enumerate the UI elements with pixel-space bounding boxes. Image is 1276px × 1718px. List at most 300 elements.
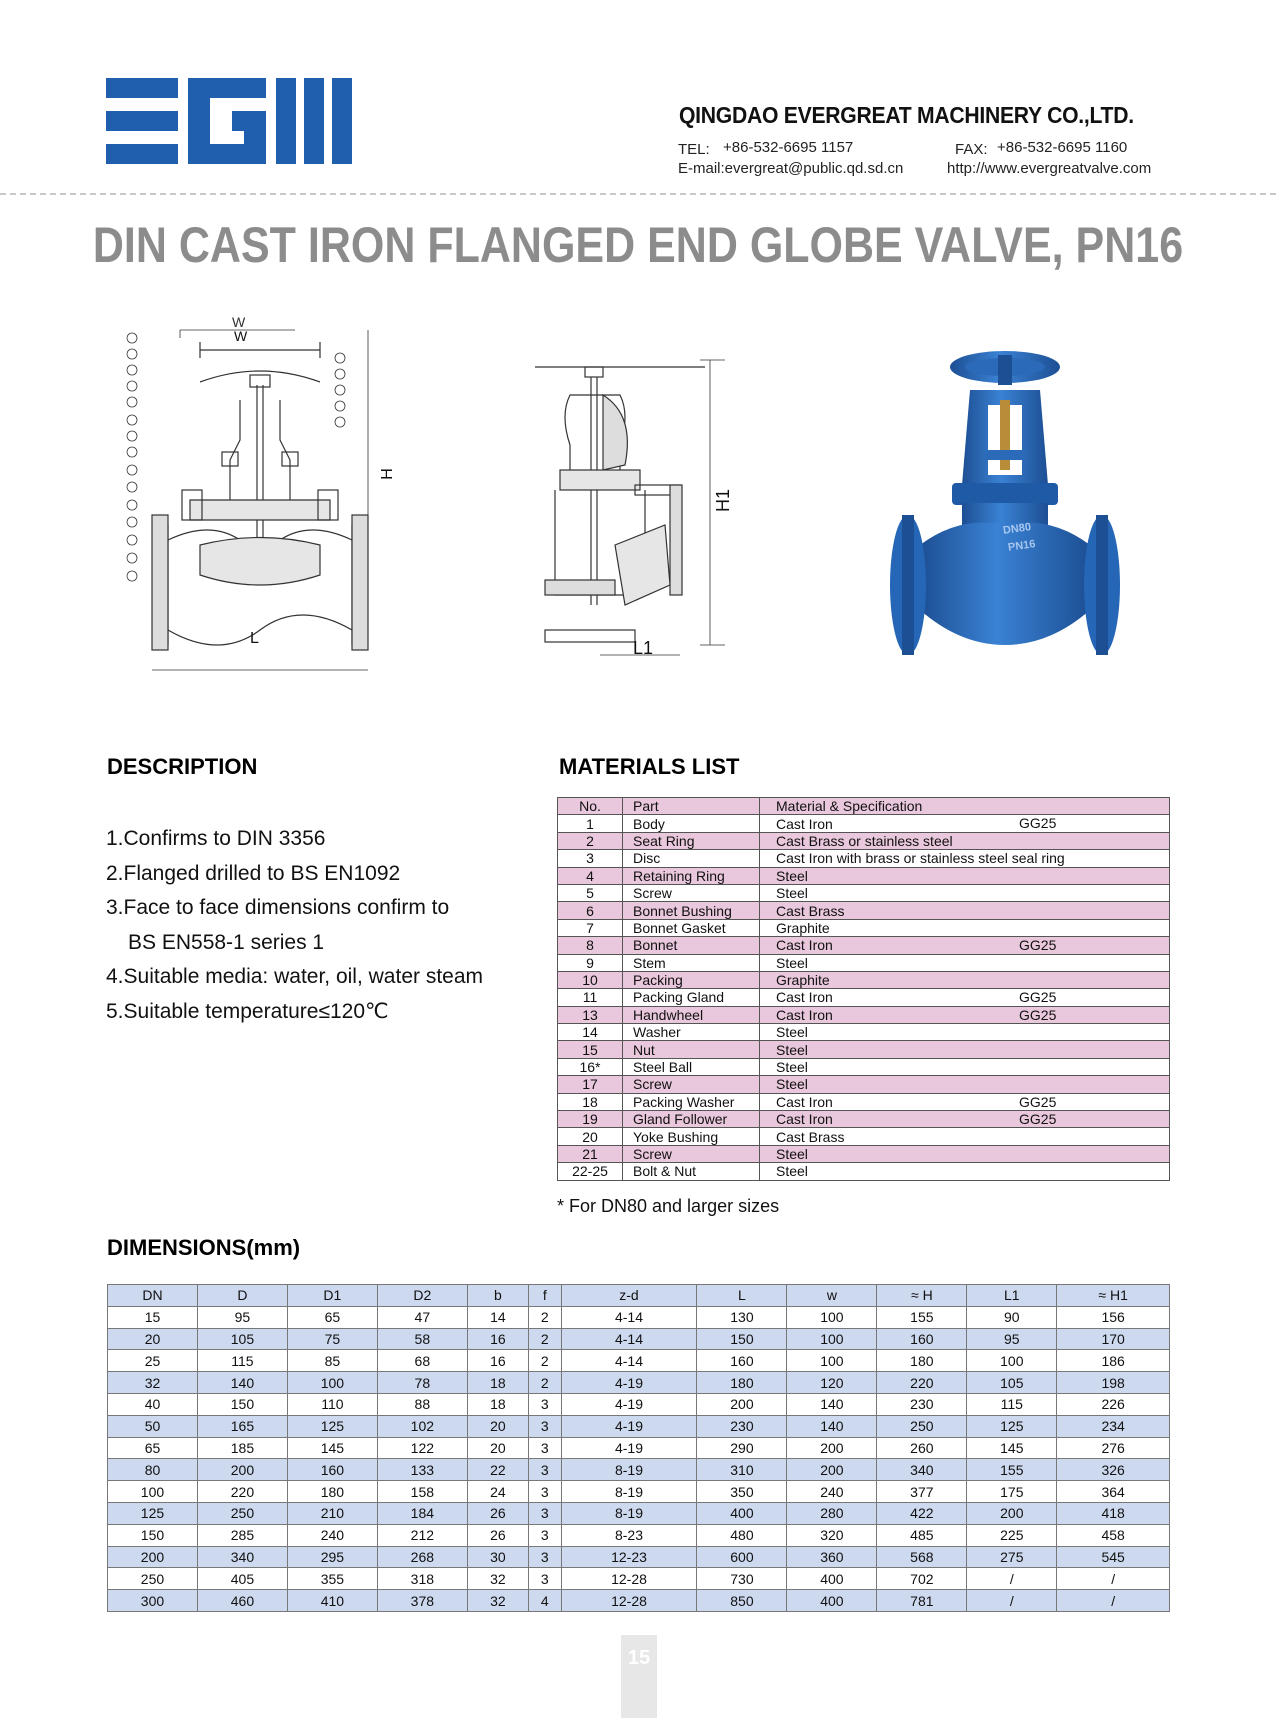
materials-spec-cell	[760, 1058, 1170, 1075]
dimension-label-l1: L1	[633, 638, 654, 658]
materials-spec-text: Graphite	[776, 919, 830, 936]
dimensions-cell: 78	[377, 1372, 467, 1394]
dimensions-cell: 250	[108, 1568, 198, 1590]
materials-row	[558, 1111, 1170, 1128]
materials-spec-cell	[760, 1076, 1170, 1093]
dimensions-cell: 145	[967, 1437, 1057, 1459]
materials-row	[558, 884, 1170, 901]
page-title: DIN CAST IRON FLANGED END GLOBE VALVE, PN16	[92, 217, 1184, 273]
materials-spec-text: Cast Brass	[776, 1128, 845, 1145]
materials-row	[558, 1006, 1170, 1023]
materials-header-row	[558, 798, 1170, 815]
dimensions-cell: 16	[467, 1328, 528, 1350]
materials-part-cell: Screw	[623, 884, 760, 901]
materials-spec-text: Steel	[776, 867, 808, 884]
materials-spec-cell	[760, 1145, 1170, 1162]
materials-row	[558, 850, 1170, 867]
materials-spec-text: Steel	[776, 1163, 808, 1180]
materials-part-cell: Disc	[623, 850, 760, 867]
dimensions-cell: 360	[787, 1546, 877, 1568]
svg-text:W: W	[232, 314, 246, 330]
dimensions-cell: /	[967, 1590, 1057, 1612]
description-item: 1.Confirms to DIN 3356	[106, 827, 326, 850]
dimensions-cell: 170	[1057, 1328, 1170, 1350]
dimension-label-h: H	[378, 468, 396, 480]
materials-table	[557, 797, 1170, 1181]
dimensions-header-cell: D2	[377, 1285, 467, 1307]
dimensions-cell: 225	[967, 1524, 1057, 1546]
dimensions-cell: 3	[529, 1393, 561, 1415]
materials-spec-text: Cast Iron	[776, 1111, 833, 1128]
materials-header-cell: No.	[558, 798, 623, 815]
dimensions-cell: 185	[197, 1437, 287, 1459]
fax-number: +86-532-6695 1160	[997, 139, 1128, 156]
dimensions-cell: 4-19	[561, 1372, 697, 1394]
dimensions-cell: 410	[287, 1590, 377, 1612]
dimensions-cell: 4-14	[561, 1350, 697, 1372]
dimensions-cell: 210	[287, 1502, 377, 1524]
materials-no-cell: 1	[558, 815, 623, 832]
materials-part-cell: Body	[623, 815, 760, 832]
dimensions-header-cell: w	[787, 1285, 877, 1307]
dimensions-cell: 198	[1057, 1372, 1170, 1394]
dimensions-cell: 184	[377, 1502, 467, 1524]
materials-part-cell: Screw	[623, 1145, 760, 1162]
dimensions-cell: 300	[108, 1590, 198, 1612]
dimensions-cell: 260	[877, 1437, 967, 1459]
dimensions-cell: 95	[197, 1306, 287, 1328]
materials-spec-cell	[760, 989, 1170, 1006]
dimensions-cell: 65	[287, 1306, 377, 1328]
description-item: 2.Flanged drilled to BS EN1092	[106, 861, 401, 885]
dimensions-cell: 730	[697, 1568, 787, 1590]
materials-no-cell: 5	[558, 884, 623, 901]
dimensions-cell: 90	[967, 1306, 1057, 1328]
dimensions-cell: 2	[529, 1306, 561, 1328]
description-item: 4.Suitable media: water, oil, water steam	[106, 965, 484, 988]
dimensions-cell: 18	[467, 1372, 528, 1394]
materials-no-cell: 19	[558, 1111, 623, 1128]
materials-part-cell: Washer	[623, 1024, 760, 1041]
dimensions-row	[108, 1437, 1170, 1459]
dimensions-cell: 26	[467, 1524, 528, 1546]
materials-part-cell: Stem	[623, 954, 760, 971]
dimensions-cell: 18	[467, 1393, 528, 1415]
dimensions-cell: 68	[377, 1350, 467, 1372]
dimensions-cell: 186	[1057, 1350, 1170, 1372]
dimensions-cell: /	[1057, 1590, 1170, 1612]
materials-part-cell: Packing	[623, 971, 760, 988]
dimensions-cell: 3	[529, 1415, 561, 1437]
dimensions-header-cell: L	[697, 1285, 787, 1307]
description-item: 5.Suitable temperature≤120℃	[106, 999, 389, 1023]
materials-part-cell: Screw	[623, 1076, 760, 1093]
dimensions-row	[108, 1393, 1170, 1415]
dimensions-cell: 32	[467, 1590, 528, 1612]
tel-label: TEL:	[678, 141, 710, 158]
materials-no-cell: 13	[558, 1006, 623, 1023]
dimensions-cell: 250	[197, 1502, 287, 1524]
dimensions-cell: 75	[287, 1328, 377, 1350]
dimensions-cell: 405	[197, 1568, 287, 1590]
materials-no-cell: 15	[558, 1041, 623, 1058]
dimensions-cell: 180	[877, 1350, 967, 1372]
dimensions-row	[108, 1502, 1170, 1524]
dimensions-cell: 3	[529, 1502, 561, 1524]
dimensions-cell: 378	[377, 1590, 467, 1612]
description-list	[106, 822, 483, 1029]
dimensions-header-cell: b	[467, 1285, 528, 1307]
materials-spec-cell	[760, 867, 1170, 884]
dimensions-cell: 100	[108, 1481, 198, 1503]
dimension-label-w: W	[234, 328, 248, 344]
materials-part-cell: Retaining Ring	[623, 867, 760, 884]
materials-spec-text: Steel	[776, 954, 808, 971]
materials-spec-text: Steel	[776, 1146, 808, 1162]
materials-spec-text: Steel	[776, 1024, 808, 1041]
dimensions-cell: 100	[967, 1350, 1057, 1372]
dimensions-header-cell: f	[529, 1285, 561, 1307]
dimensions-cell: 115	[967, 1393, 1057, 1415]
materials-heading: MATERIALS LIST	[559, 754, 740, 779]
dimensions-cell: 30	[467, 1546, 528, 1568]
dimensions-row	[108, 1306, 1170, 1328]
dimensions-cell: 180	[287, 1481, 377, 1503]
materials-part-cell: Packing Gland	[623, 989, 760, 1006]
dimensions-cell: 133	[377, 1459, 467, 1481]
materials-row	[558, 902, 1170, 919]
dimensions-cell: 8-19	[561, 1502, 697, 1524]
dimensions-cell: 230	[877, 1393, 967, 1415]
materials-no-cell: 11	[558, 989, 623, 1006]
dimensions-cell: 50	[108, 1415, 198, 1437]
dimension-label-l: L	[250, 630, 259, 647]
materials-no-cell: 21	[558, 1145, 623, 1162]
dimensions-cell: 3	[529, 1459, 561, 1481]
fax-label: FAX:	[955, 141, 988, 158]
dimensions-cell: 460	[197, 1590, 287, 1612]
dimensions-cell: 15	[108, 1306, 198, 1328]
materials-row	[558, 1076, 1170, 1093]
dimensions-header-cell: ≈ H	[877, 1285, 967, 1307]
dimensions-cell: 150	[697, 1328, 787, 1350]
materials-spec-cell	[760, 1093, 1170, 1110]
dimensions-cell: 105	[197, 1328, 287, 1350]
materials-grade-text: GG25	[1019, 1111, 1057, 1128]
body-marking-pn: PN16	[1007, 538, 1037, 554]
dimensions-cell: 100	[287, 1372, 377, 1394]
materials-spec-cell	[760, 1163, 1170, 1180]
dimensions-cell: 320	[787, 1524, 877, 1546]
dimensions-cell: 240	[287, 1524, 377, 1546]
materials-part-cell: Nut	[623, 1041, 760, 1058]
dimensions-cell: 350	[697, 1481, 787, 1503]
dimensions-cell: 165	[197, 1415, 287, 1437]
dimensions-cell: 290	[697, 1437, 787, 1459]
dimensions-cell: 12-28	[561, 1590, 697, 1612]
materials-row	[558, 954, 1170, 971]
dimensions-cell: 2	[529, 1328, 561, 1350]
email-address: E-mail:evergreat@public.qd.sd.cn	[678, 160, 904, 177]
materials-row	[558, 1128, 1170, 1145]
materials-row	[558, 832, 1170, 849]
dimensions-cell: 276	[1057, 1437, 1170, 1459]
materials-no-cell: 2	[558, 832, 623, 849]
dimensions-cell: 140	[787, 1393, 877, 1415]
company-name: QINGDAO EVERGREAT MACHINERY CO.,LTD.	[679, 102, 1134, 128]
materials-header-cell: Material & Specification	[760, 798, 1170, 815]
tel-number: +86-532-6695 1157	[723, 139, 854, 156]
materials-spec-cell	[760, 1111, 1170, 1128]
dimensions-header-cell: z-d	[561, 1285, 697, 1307]
materials-spec-text: Steel	[776, 1059, 808, 1076]
dimensions-cell: 40	[108, 1393, 198, 1415]
dimensions-row	[108, 1372, 1170, 1394]
materials-spec-text: Graphite	[776, 972, 830, 989]
dimensions-cell: 115	[197, 1350, 287, 1372]
materials-row	[558, 1163, 1170, 1180]
materials-spec-text: Cast Iron	[776, 815, 833, 832]
materials-row	[558, 971, 1170, 988]
materials-no-cell: 8	[558, 937, 623, 954]
dimensions-cell: 26	[467, 1502, 528, 1524]
dimensions-cell: 125	[967, 1415, 1057, 1437]
materials-spec-text: Cast Brass or stainless steel	[776, 832, 953, 849]
materials-spec-cell	[760, 902, 1170, 919]
dimensions-cell: 150	[197, 1393, 287, 1415]
materials-part-cell: Steel Ball	[623, 1058, 760, 1075]
materials-no-cell: 4	[558, 867, 623, 884]
materials-spec-cell	[760, 971, 1170, 988]
dimensions-cell: 16	[467, 1350, 528, 1372]
dimensions-cell: 340	[197, 1546, 287, 1568]
materials-spec-cell	[760, 1024, 1170, 1041]
materials-spec-text: Steel	[776, 1041, 808, 1058]
materials-grade-text: GG25	[1019, 1093, 1057, 1110]
materials-spec-text: Cast Iron	[776, 1006, 833, 1023]
dimensions-table	[107, 1284, 1170, 1612]
dimensions-header-cell: L1	[967, 1285, 1057, 1307]
materials-spec-text: Cast Iron	[776, 1093, 833, 1110]
dimensions-cell: 8-19	[561, 1459, 697, 1481]
sectional-drawing	[130, 314, 430, 665]
materials-no-cell: 17	[558, 1076, 623, 1093]
materials-grade-text: GG25	[1019, 815, 1057, 832]
dimensions-header-cell: ≈ H1	[1057, 1285, 1170, 1307]
dimensions-cell: 140	[787, 1415, 877, 1437]
dimensions-cell: 24	[467, 1481, 528, 1503]
dimensions-cell: 180	[697, 1372, 787, 1394]
dimensions-cell: 102	[377, 1415, 467, 1437]
materials-no-cell: 7	[558, 919, 623, 936]
dimensions-cell: 3	[529, 1524, 561, 1546]
dimensions-cell: 340	[877, 1459, 967, 1481]
materials-row	[558, 919, 1170, 936]
dimensions-cell: 781	[877, 1590, 967, 1612]
dimensions-cell: 4-19	[561, 1393, 697, 1415]
dimensions-row	[108, 1415, 1170, 1437]
dimensions-cell: 400	[787, 1568, 877, 1590]
dimensions-cell: 130	[697, 1306, 787, 1328]
dimensions-cell: 268	[377, 1546, 467, 1568]
body-marking-dn: DN80	[1002, 521, 1032, 537]
dimensions-cell: 458	[1057, 1524, 1170, 1546]
dimensions-cell: 8-23	[561, 1524, 697, 1546]
dimensions-cell: 850	[697, 1590, 787, 1612]
dimensions-cell: 4-19	[561, 1415, 697, 1437]
dimensions-cell: 2	[529, 1350, 561, 1372]
dimensions-cell: 122	[377, 1437, 467, 1459]
dimensions-cell: 65	[108, 1437, 198, 1459]
dimensions-cell: 200	[197, 1459, 287, 1481]
materials-no-cell: 20	[558, 1128, 623, 1145]
dimensions-heading: DIMENSIONS(mm)	[107, 1235, 301, 1260]
dimensions-row	[108, 1459, 1170, 1481]
materials-row	[558, 1024, 1170, 1041]
dimensions-cell: 156	[1057, 1306, 1170, 1328]
dimensions-cell: 155	[877, 1306, 967, 1328]
dimensions-cell: 80	[108, 1459, 198, 1481]
dimension-label-h1: H1	[713, 488, 734, 513]
dimensions-cell: 318	[377, 1568, 467, 1590]
dimensions-cell: 200	[967, 1502, 1057, 1524]
materials-spec-text: Steel	[776, 885, 808, 902]
dimensions-row	[108, 1568, 1170, 1590]
dimensions-cell: 4-14	[561, 1306, 697, 1328]
materials-part-cell: Yoke Bushing	[623, 1128, 760, 1145]
materials-no-cell: 3	[558, 850, 623, 867]
dimensions-cell: 25	[108, 1350, 198, 1372]
materials-row	[558, 1093, 1170, 1110]
dimensions-cell: 160	[697, 1350, 787, 1372]
materials-spec-cell	[760, 1128, 1170, 1145]
materials-row	[558, 1058, 1170, 1075]
dimensions-cell: 377	[877, 1481, 967, 1503]
materials-row	[558, 937, 1170, 954]
dimensions-cell: 175	[967, 1481, 1057, 1503]
materials-header-cell: Part	[623, 798, 760, 815]
materials-part-cell: Bonnet	[623, 937, 760, 954]
side-drawing	[525, 355, 755, 670]
dimensions-cell: 47	[377, 1306, 467, 1328]
materials-spec-text: Cast Iron	[776, 937, 833, 954]
description-heading: DESCRIPTION	[107, 754, 258, 779]
dimensions-cell: 200	[787, 1437, 877, 1459]
dimensions-cell: 105	[967, 1372, 1057, 1394]
dimensions-cell: 400	[697, 1502, 787, 1524]
dimensions-cell: 702	[877, 1568, 967, 1590]
materials-no-cell: 22-25	[558, 1163, 623, 1180]
description-item: BS EN558-1 series 1	[128, 930, 325, 954]
dimensions-cell: 8-19	[561, 1481, 697, 1503]
dimensions-cell: 480	[697, 1524, 787, 1546]
dimensions-cell: 125	[108, 1502, 198, 1524]
dimensions-cell: 160	[287, 1459, 377, 1481]
materials-grade-text: GG25	[1019, 1006, 1057, 1023]
dimensions-cell: 355	[287, 1568, 377, 1590]
materials-no-cell: 6	[558, 902, 623, 919]
materials-row	[558, 1145, 1170, 1162]
materials-no-cell: 14	[558, 1024, 623, 1041]
dimensions-cell: 200	[787, 1459, 877, 1481]
materials-part-cell: Seat Ring	[623, 832, 760, 849]
materials-part-cell: Bonnet Gasket	[623, 919, 760, 936]
dimensions-cell: 3	[529, 1437, 561, 1459]
dimensions-row	[108, 1590, 1170, 1612]
dimensions-cell: 32	[108, 1372, 198, 1394]
materials-spec-cell	[760, 919, 1170, 936]
dimensions-cell: 20	[467, 1415, 528, 1437]
dimensions-row	[108, 1546, 1170, 1568]
dimensions-cell: 326	[1057, 1459, 1170, 1481]
dimensions-cell: /	[967, 1568, 1057, 1590]
dimensions-cell: 200	[108, 1546, 198, 1568]
valve-product-image	[880, 345, 1130, 670]
dimensions-cell: 85	[287, 1350, 377, 1372]
materials-spec-text: Cast Iron with brass or stainless steel seal ring	[776, 850, 1065, 867]
dimensions-cell: 160	[877, 1328, 967, 1350]
materials-spec-text: Cast Brass	[776, 902, 845, 919]
dimensions-cell: 310	[697, 1459, 787, 1481]
header-divider	[0, 193, 1276, 195]
dimensions-cell: 4-19	[561, 1437, 697, 1459]
dimensions-cell: 285	[197, 1524, 287, 1546]
dimensions-cell: 3	[529, 1546, 561, 1568]
dimensions-cell: 220	[877, 1372, 967, 1394]
dimensions-cell: 145	[287, 1437, 377, 1459]
materials-footnote: * For DN80 and larger sizes	[557, 1196, 780, 1216]
materials-grade-text: GG25	[1019, 989, 1057, 1006]
dimensions-cell: 212	[377, 1524, 467, 1546]
dimensions-cell: 250	[877, 1415, 967, 1437]
dimensions-cell: 275	[967, 1546, 1057, 1568]
materials-grade-text: GG25	[1019, 937, 1057, 954]
dimensions-cell: 2	[529, 1372, 561, 1394]
dimensions-cell: 32	[467, 1568, 528, 1590]
materials-no-cell: 10	[558, 971, 623, 988]
dimensions-cell: 4-14	[561, 1328, 697, 1350]
materials-row	[558, 989, 1170, 1006]
materials-row	[558, 815, 1170, 832]
dimensions-cell: 200	[697, 1393, 787, 1415]
materials-no-cell: 16*	[558, 1058, 623, 1075]
materials-spec-cell	[760, 815, 1170, 832]
materials-no-cell: 18	[558, 1093, 623, 1110]
dimensions-cell: 600	[697, 1546, 787, 1568]
dimensions-cell: 20	[467, 1437, 528, 1459]
dimensions-row	[108, 1328, 1170, 1350]
materials-spec-cell	[760, 1041, 1170, 1058]
dimensions-row	[108, 1481, 1170, 1503]
materials-spec-cell	[760, 937, 1170, 954]
materials-row	[558, 867, 1170, 884]
dimensions-cell: 100	[787, 1350, 877, 1372]
dimensions-cell: 14	[467, 1306, 528, 1328]
dimensions-cell: 58	[377, 1328, 467, 1350]
dimensions-header-cell: DN	[108, 1285, 198, 1307]
dimensions-cell: 280	[787, 1502, 877, 1524]
dimensions-cell: 140	[197, 1372, 287, 1394]
dimensions-cell: 545	[1057, 1546, 1170, 1568]
dimensions-cell: 155	[967, 1459, 1057, 1481]
dimensions-cell: 230	[697, 1415, 787, 1437]
materials-spec-cell	[760, 1006, 1170, 1023]
dimensions-header-row	[108, 1285, 1170, 1307]
materials-part-cell: Handwheel	[623, 1006, 760, 1023]
dimensions-cell: 125	[287, 1415, 377, 1437]
dimensions-cell: 150	[108, 1524, 198, 1546]
materials-no-cell: 9	[558, 954, 623, 971]
